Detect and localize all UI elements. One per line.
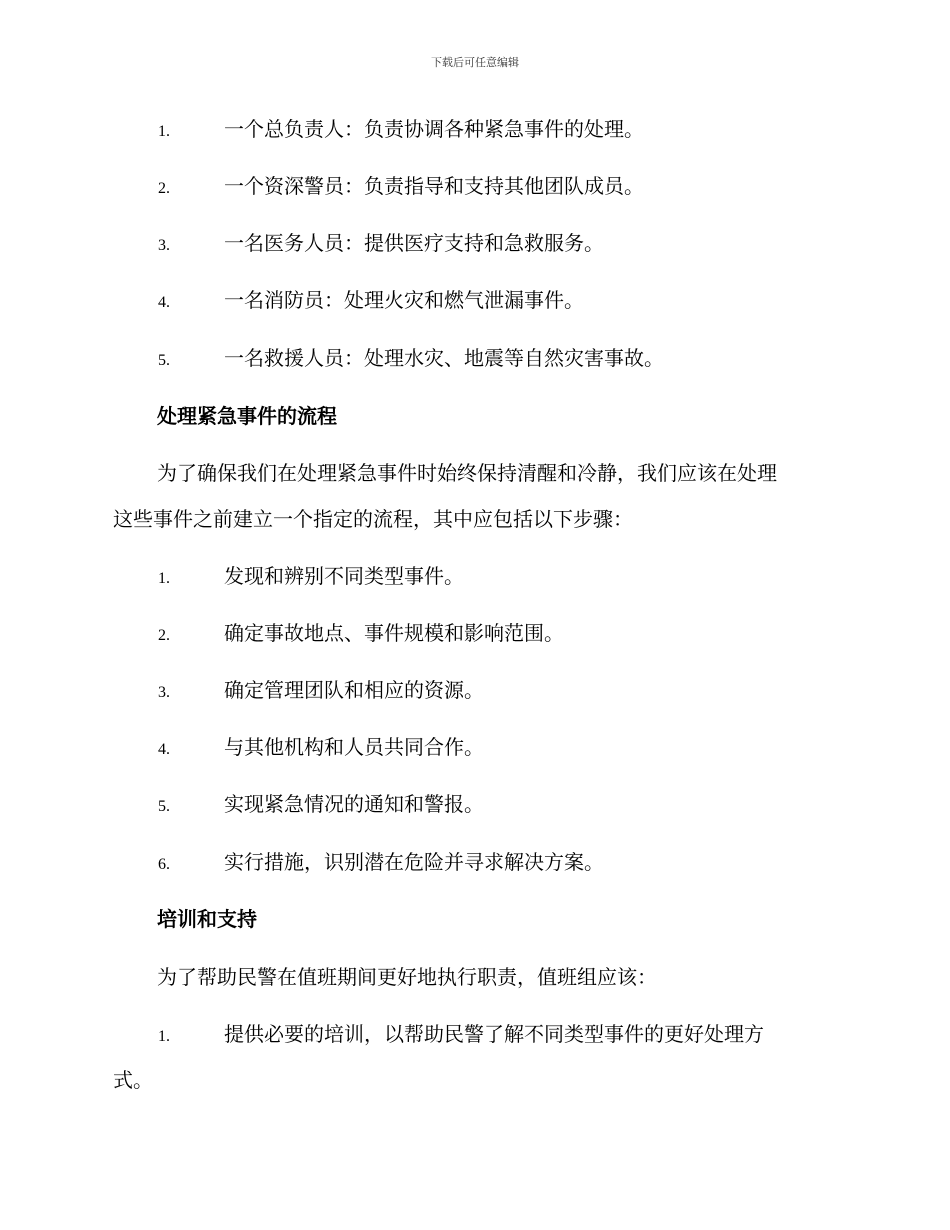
list-text: 一名救援人员：处理水灾、地震等自然灾害事故。: [224, 346, 664, 370]
list-number: 6.: [158, 856, 170, 873]
paragraph-line: 式。: [113, 1068, 153, 1092]
section-heading: 培训和支持: [157, 907, 257, 931]
list-number: 3.: [158, 684, 170, 701]
list-text: 发现和辨别不同类型事件。: [224, 564, 464, 588]
list-number: 3.: [158, 237, 170, 254]
list-number: 1.: [158, 1028, 170, 1045]
list-text: 实现紧急情况的通知和警报。: [224, 792, 484, 816]
list-text: 确定管理团队和相应的资源。: [224, 678, 484, 702]
paragraph-line: 为了帮助民警在值班期间更好地执行职责，值班组应该：: [157, 965, 657, 989]
list-text: 一个总负责人：负责协调各种紧急事件的处理。: [224, 117, 644, 141]
list-number: 1.: [158, 123, 170, 140]
list-number: 2.: [158, 180, 170, 197]
paragraph-line: 这些事件之前建立一个指定的流程，其中应包括以下步骤：: [113, 507, 633, 531]
list-number: 1.: [158, 570, 170, 587]
list-number: 4.: [158, 741, 170, 758]
page-header: 下载后可任意编辑: [431, 56, 519, 69]
list-text: 提供必要的培训，以帮助民警了解不同类型事件的更好处理方: [224, 1022, 764, 1046]
list-text: 一个资深警员：负责指导和支持其他团队成员。: [224, 174, 644, 198]
list-number: 4.: [158, 294, 170, 311]
list-text: 一名医务人员：提供医疗支持和急救服务。: [224, 231, 604, 255]
list-number: 5.: [158, 798, 170, 815]
list-number: 5.: [158, 352, 170, 369]
list-text: 与其他机构和人员共同合作。: [224, 735, 484, 759]
list-number: 2.: [158, 627, 170, 644]
paragraph-line: 为了确保我们在处理紧急事件时始终保持清醒和冷静，我们应该在处理: [157, 461, 777, 485]
list-text: 确定事故地点、事件规模和影响范围。: [224, 621, 564, 645]
section-heading: 处理紧急事件的流程: [157, 404, 337, 428]
list-text: 一名消防员：处理火灾和燃气泄漏事件。: [224, 288, 584, 312]
list-text: 实行措施，识别潜在危险并寻求解决方案。: [224, 850, 604, 874]
